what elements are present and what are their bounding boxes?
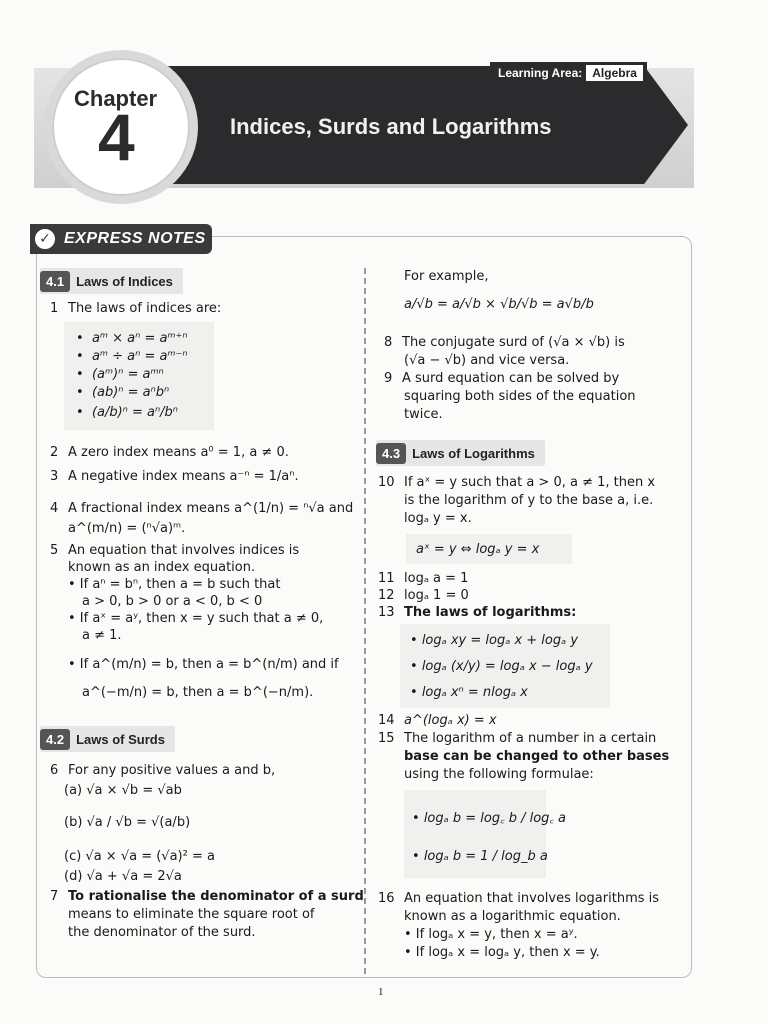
- example-label: For example,: [404, 269, 489, 284]
- section-4-3-heading: [376, 440, 545, 466]
- note-3: 3 A negative index means a⁻ⁿ = 1/aⁿ.: [50, 469, 299, 484]
- note-16-line: known as a logarithmic equation.: [404, 909, 621, 924]
- note-10-line: is the logarithm of y to the base a, i.e.: [404, 493, 654, 508]
- note-5: 5 An equation that involves indices is: [50, 543, 300, 558]
- express-notes-title: EXPRESS NOTES: [64, 230, 206, 247]
- note-16-line: • If logₐ x = y, then x = aʸ.: [404, 927, 578, 942]
- law-item: • aᵐ ÷ aⁿ = aᵐ⁻ⁿ: [76, 349, 188, 364]
- check-icon: ✓: [32, 226, 58, 252]
- section-4-1-heading: [40, 268, 183, 294]
- note-9-line: squaring both sides of the equation: [404, 389, 636, 404]
- learning-area-label: Learning Area:: [498, 66, 583, 80]
- note-16-line: • If logₐ x = logₐ y, then x = y.: [404, 945, 600, 960]
- chapter-title: Indices, Surds and Logarithms: [230, 114, 552, 139]
- note-8-line: (√a − √b) and vice versa.: [404, 353, 570, 368]
- law-item: • (a/b)ⁿ = aⁿ/bⁿ: [76, 405, 178, 420]
- note-4: 4 A fractional index means a^(1/n) = ⁿ√a and: [50, 501, 354, 516]
- note-11: 11 logₐ a = 1: [378, 571, 469, 586]
- surd-law: (b) √a / √b = √(a/b): [64, 815, 191, 830]
- note-12: 12 logₐ 1 = 0: [378, 588, 469, 603]
- note-5-line: a > 0, b > 0 or a < 0, b < 0: [82, 594, 263, 609]
- section-title: Laws of Logarithms: [412, 445, 535, 461]
- note-7: 7 To rationalise the denominator of a surd: [50, 889, 364, 904]
- note-5-line: a ≠ 1.: [82, 628, 122, 643]
- note-10-line: logₐ y = x.: [404, 511, 472, 526]
- log-definition: aˣ = y ⇔ logₐ y = x: [416, 542, 540, 557]
- note-5-line: • If a^(m/n) = b, then a = b^(n/m) and if: [68, 657, 339, 672]
- section-4-2-heading: [40, 726, 175, 752]
- note-4-cont: a^(m/n) = (ⁿ√a)ᵐ.: [68, 521, 186, 536]
- surd-law: (d) √a + √a = 2√a: [64, 869, 182, 884]
- log-law-item: • logₐ xy = logₐ x + logₐ y: [410, 633, 579, 648]
- note-9-line: twice.: [404, 407, 443, 422]
- example-formula: a/√b = a/√b × √b/√b = a√b/b: [404, 297, 594, 312]
- section-title: Laws of Indices: [76, 273, 173, 289]
- note-5-line: • If aˣ = aʸ, then x = y such that a ≠ 0,: [68, 611, 324, 626]
- note-7-line: the denominator of the surd.: [68, 925, 256, 940]
- learning-area-tag: [490, 62, 647, 84]
- note-2: 2 A zero index means a⁰ = 1, a ≠ 0.: [50, 445, 289, 460]
- note-15-line: base can be changed to other bases: [404, 749, 670, 764]
- note-8: 8 The conjugate surd of (√a × √b) is: [384, 335, 625, 350]
- change-base-formula: • logₐ b = 1 / log_b a: [412, 849, 548, 864]
- chapter-number: 4: [98, 100, 135, 174]
- law-item: • aᵐ × aⁿ = aᵐ⁺ⁿ: [76, 331, 188, 346]
- change-base-formula: • logₐ b = log꜀ b / log꜀ a: [412, 811, 567, 826]
- log-law-item: • logₐ (x/y) = logₐ x − logₐ y: [410, 659, 593, 674]
- surd-law: (a) √a × √b = √ab: [64, 783, 182, 798]
- surd-law: (c) √a × √a = (√a)² = a: [64, 849, 215, 864]
- note-15-line: using the following formulae:: [404, 767, 594, 782]
- note-15: 15 The logarithm of a number in a certain: [378, 731, 657, 746]
- log-law-item: • logₐ xⁿ = nlogₐ x: [410, 685, 528, 700]
- page-number: 1: [378, 986, 384, 998]
- section-number: 4.2: [40, 729, 70, 750]
- note-5-line: known as an index equation.: [68, 560, 256, 575]
- note-10: 10 If aˣ = y such that a > 0, a ≠ 1, then x: [378, 475, 656, 490]
- section-title: Laws of Surds: [76, 731, 165, 747]
- law-item: • (ab)ⁿ = aⁿbⁿ: [76, 385, 170, 400]
- note-7-line: means to eliminate the square root of: [68, 907, 315, 922]
- note-13: 13 The laws of logarithms:: [378, 605, 577, 620]
- learning-area-value: Algebra: [586, 65, 643, 81]
- law-item: • (aᵐ)ⁿ = aᵐⁿ: [76, 367, 164, 382]
- note-5-line: a^(−m/n) = b, then a = b^(−n/m).: [82, 685, 314, 700]
- section-number: 4.1: [40, 271, 70, 292]
- note-16: 16 An equation that involves logarithms is: [378, 891, 660, 906]
- note-6: 6 For any positive values a and b,: [50, 763, 276, 778]
- note-5-line: • If aⁿ = bⁿ, then a = b such that: [68, 577, 281, 592]
- note-14: 14 a^(logₐ x) = x: [378, 713, 497, 728]
- express-notes-banner: [30, 224, 212, 254]
- note-9: 9 A surd equation can be solved by: [384, 371, 620, 386]
- note-1: 1 The laws of indices are:: [50, 301, 222, 316]
- chapter-word: Chapter: [74, 86, 158, 111]
- column-divider: [364, 268, 366, 974]
- section-number: 4.3: [376, 443, 406, 464]
